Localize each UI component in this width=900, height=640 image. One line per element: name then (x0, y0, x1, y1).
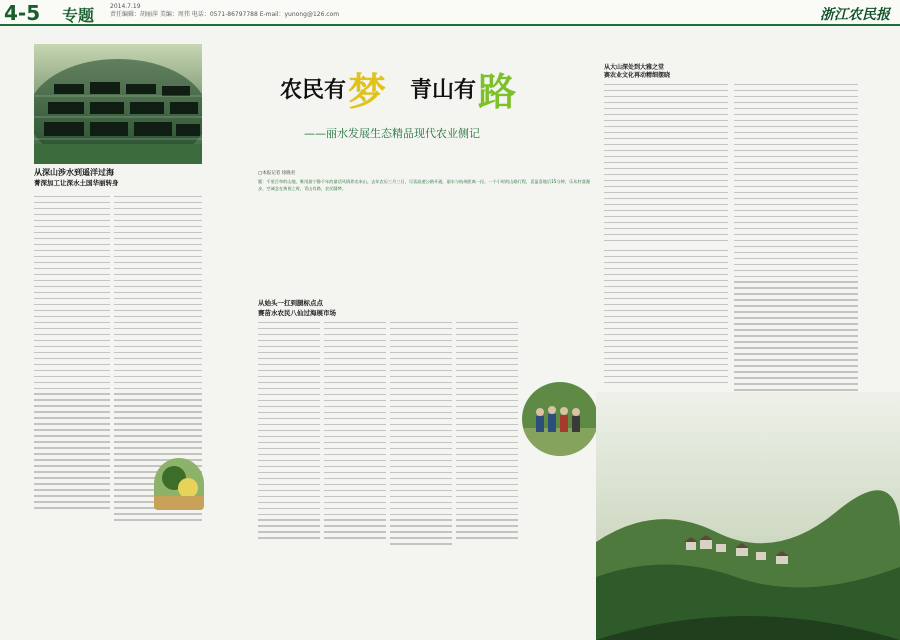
issue-date: 2014.7.19 (110, 3, 141, 10)
article-2-headline (258, 298, 438, 318)
article-3-headline-2: 赛农业文化再动精细摆晓 (604, 72, 671, 79)
page-header (0, 0, 900, 26)
byline: □本报记者 徐晓君 (258, 171, 296, 176)
landscape-photo (596, 392, 900, 640)
produce-illustration (154, 458, 204, 510)
title-right: 青山有 (410, 76, 477, 103)
section-title: 专题 (62, 6, 95, 25)
article-2-body-col1 (258, 322, 320, 546)
article-2-body-col3 (390, 322, 452, 552)
article-2-body-col4 (456, 322, 518, 546)
article-1-headline (34, 168, 204, 188)
page-number: 4-5 (4, 1, 41, 25)
editor-line: 责任编辑：胡丽萍 美编：周伟 电话：0571-86797788 E-mail：yunong@126.com (110, 11, 340, 18)
article-1-headline-1: 从深山涉水到遥洋过海 (34, 168, 114, 177)
article-2-body-col2 (324, 322, 386, 546)
produce-photo (154, 458, 204, 510)
article-3-body-col1b (604, 250, 728, 390)
feature-title (280, 64, 560, 112)
issue-meta (110, 3, 339, 19)
newspaper-brand: 浙江农民报 (820, 7, 890, 23)
article-3-body-col1 (604, 84, 728, 244)
farmers-group-photo (522, 382, 598, 456)
farmers-illustration (522, 382, 598, 456)
article-2-headline-1: 从始头一扛到腿标点点 (258, 299, 323, 307)
article-2-headline-2: 赛苗水农民八仙过海展市场 (258, 309, 336, 317)
article-3-headline (604, 64, 734, 80)
title-dream: 梦 (348, 68, 387, 114)
greenhouse-illustration (34, 44, 202, 164)
title-left: 农民有 (280, 76, 347, 103)
title-road: 路 (478, 68, 517, 114)
landscape-illustration (596, 392, 900, 640)
feature-subtitle: ——丽水发展生态精品现代农业侧记 (304, 127, 480, 140)
feature-intro: 题：千里百草的山地，唯用最宁静千年的童话风情养出来山。去年农历三月三日，尽喜高速公路开通，丽水与杭州距离一径。一个小时的山路行程，喜盈喜地后15分钟，乐从村落漫步，空诚念在黄昏之时，青山有路，农民圆梦。 (258, 179, 590, 191)
article-3-headline-1: 从大山深处到大雅之堂 (604, 64, 665, 71)
article-1-body-left (34, 196, 110, 516)
greenhouse-photo (34, 44, 202, 164)
article-1-headline-2: 菁深加工让深水土国华丽转身 (34, 179, 119, 187)
